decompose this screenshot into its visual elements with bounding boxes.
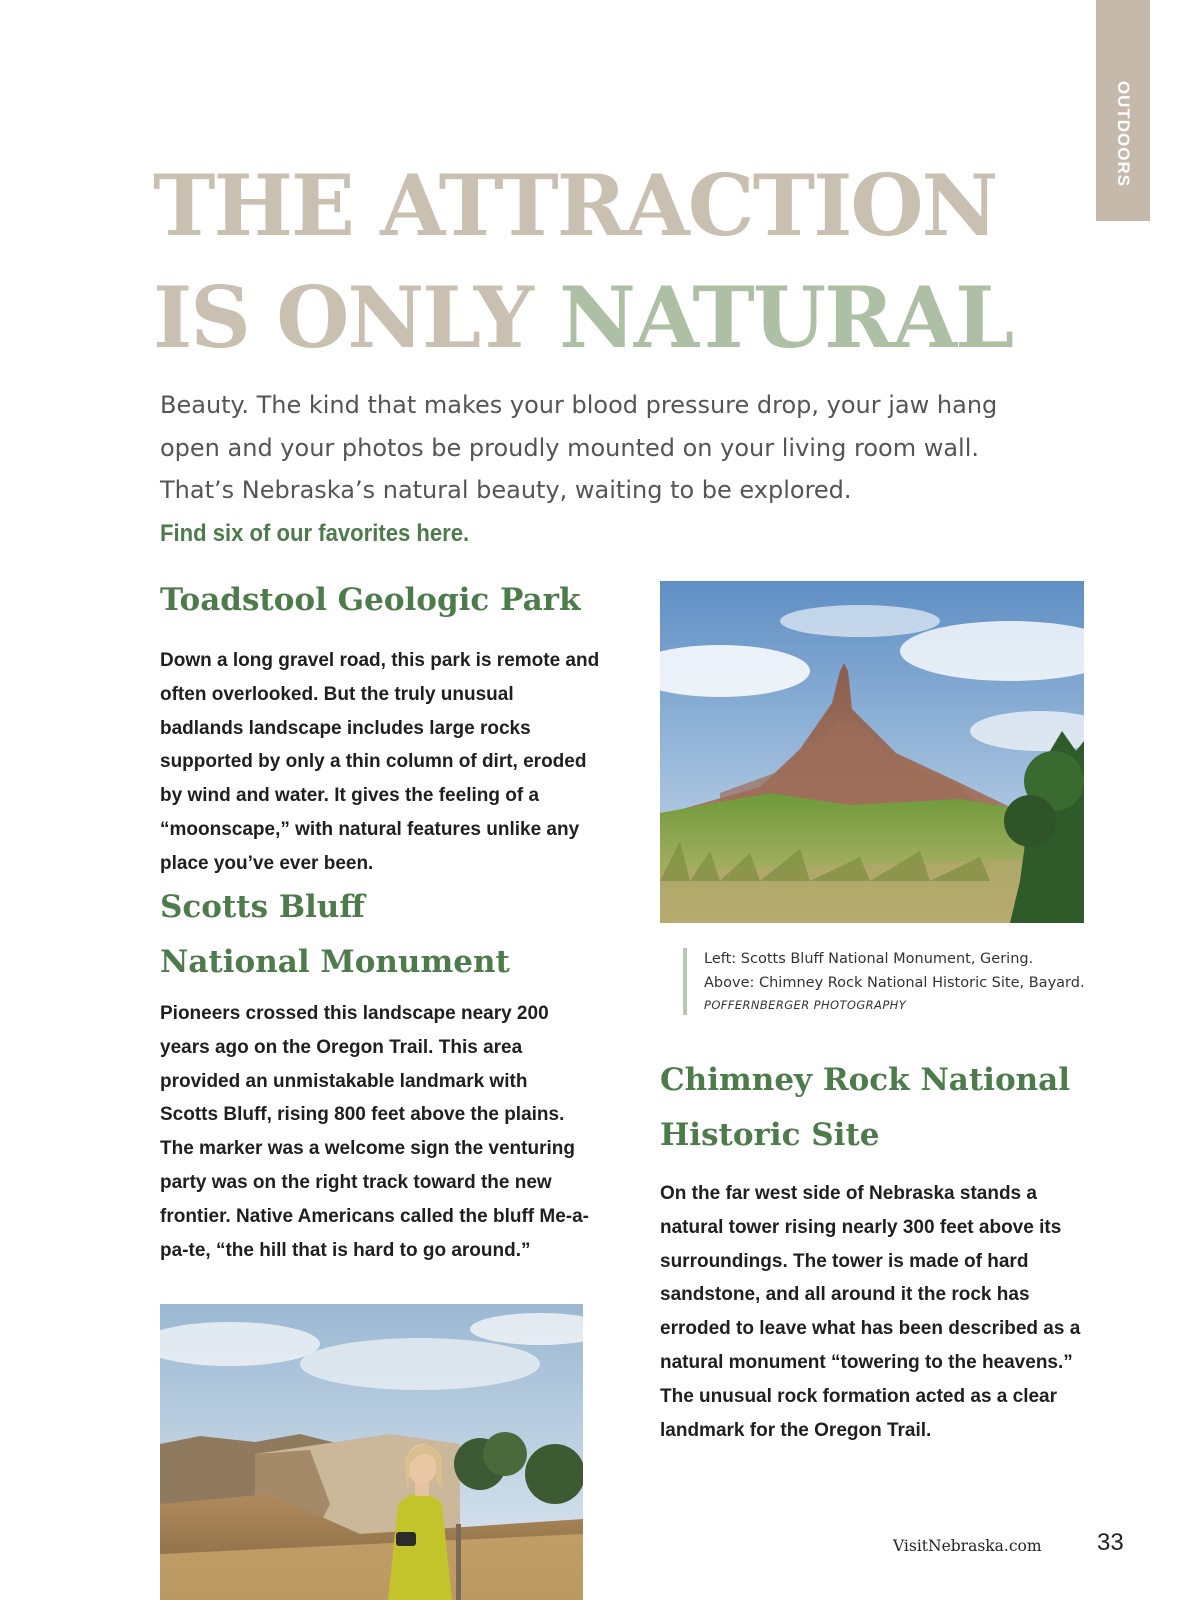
favorites-link[interactable]: Find six of our favorites here. xyxy=(160,519,470,547)
chimney-rock-photo-image xyxy=(660,581,1084,923)
hiker-photo xyxy=(160,1304,583,1600)
intro-paragraph xyxy=(160,384,1060,555)
scotts-bluff-title-line-1: Scotts Bluff xyxy=(160,889,365,925)
chimney-rock-photo xyxy=(660,581,1084,923)
footer-site: VisitNebraska.com xyxy=(893,1537,1042,1555)
chimney-rock-title-line-2: Historic Site xyxy=(660,1117,880,1153)
scotts-bluff-title-line-2: National Monument xyxy=(160,944,510,980)
headline-line-1: THE ATTRACTION xyxy=(153,156,997,255)
page-headline xyxy=(153,150,1012,374)
headline-accent: NATURAL xyxy=(559,268,1013,367)
intro-text: Beauty. The kind that makes your blood pressure drop, your jaw hang open and your photos be proudly mounted on your living room wall. That’s Nebraska’s natural beauty, waiting to be explored. xyxy=(160,391,998,504)
chimney-rock-title xyxy=(660,1053,1070,1163)
caption-line-2: Above: Chimney Rock National Historic Site, Bayard. xyxy=(704,974,1085,991)
scotts-bluff-body: Pioneers crossed this landscape neary 200 years ago on the Oregon Trail. This area provided an unmistakable landmark with Scotts Bluff, rising 800 feet above the plains. The marker was a welcome sign the venturing party was on the right track toward the new frontier. Native Americans called the bluff Me-a-pa-te, “the hill that is hard to go around.” xyxy=(160,1003,590,1261)
chimney-rock-title-line-1: Chimney Rock National xyxy=(660,1062,1071,1098)
chimney-rock-body: On the far west side of Nebraska stands a natural tower rising nearly 300 feet above its surroundings. The tower is made of hard sandstone, and all around it the rock has erroded to leave what has been described as a natural monument “towering to the heavens.” The unusual rock formation acted as a clear landmark for the Oregon Trail. xyxy=(660,1183,1081,1441)
scotts-bluff-title xyxy=(160,880,510,990)
toadstool-title: Toadstool Geologic Park xyxy=(160,582,581,618)
section-tab-label: OUTDOORS xyxy=(1114,80,1133,188)
photo-credit: POFFERNBERGER PHOTOGRAPHY xyxy=(704,998,907,1012)
caption-line-1: Left: Scotts Bluff National Monument, Gering. xyxy=(704,951,1034,967)
hiker-photo-image xyxy=(160,1304,583,1600)
toadstool-body: Down a long gravel road, this park is remote and often overlooked. But the truly unusual badlands landscape includes large rocks supported by only a thin column of dirt, eroded by wind and water. It gives the feeling of a “moonscape,” with natural features unlike any place you’ve ever been. xyxy=(160,650,600,874)
photo-caption xyxy=(683,948,1124,1015)
headline-line-2: IS ONLY xyxy=(153,268,560,367)
section-tab xyxy=(1096,0,1150,221)
page-number: 33 xyxy=(1097,1529,1124,1556)
